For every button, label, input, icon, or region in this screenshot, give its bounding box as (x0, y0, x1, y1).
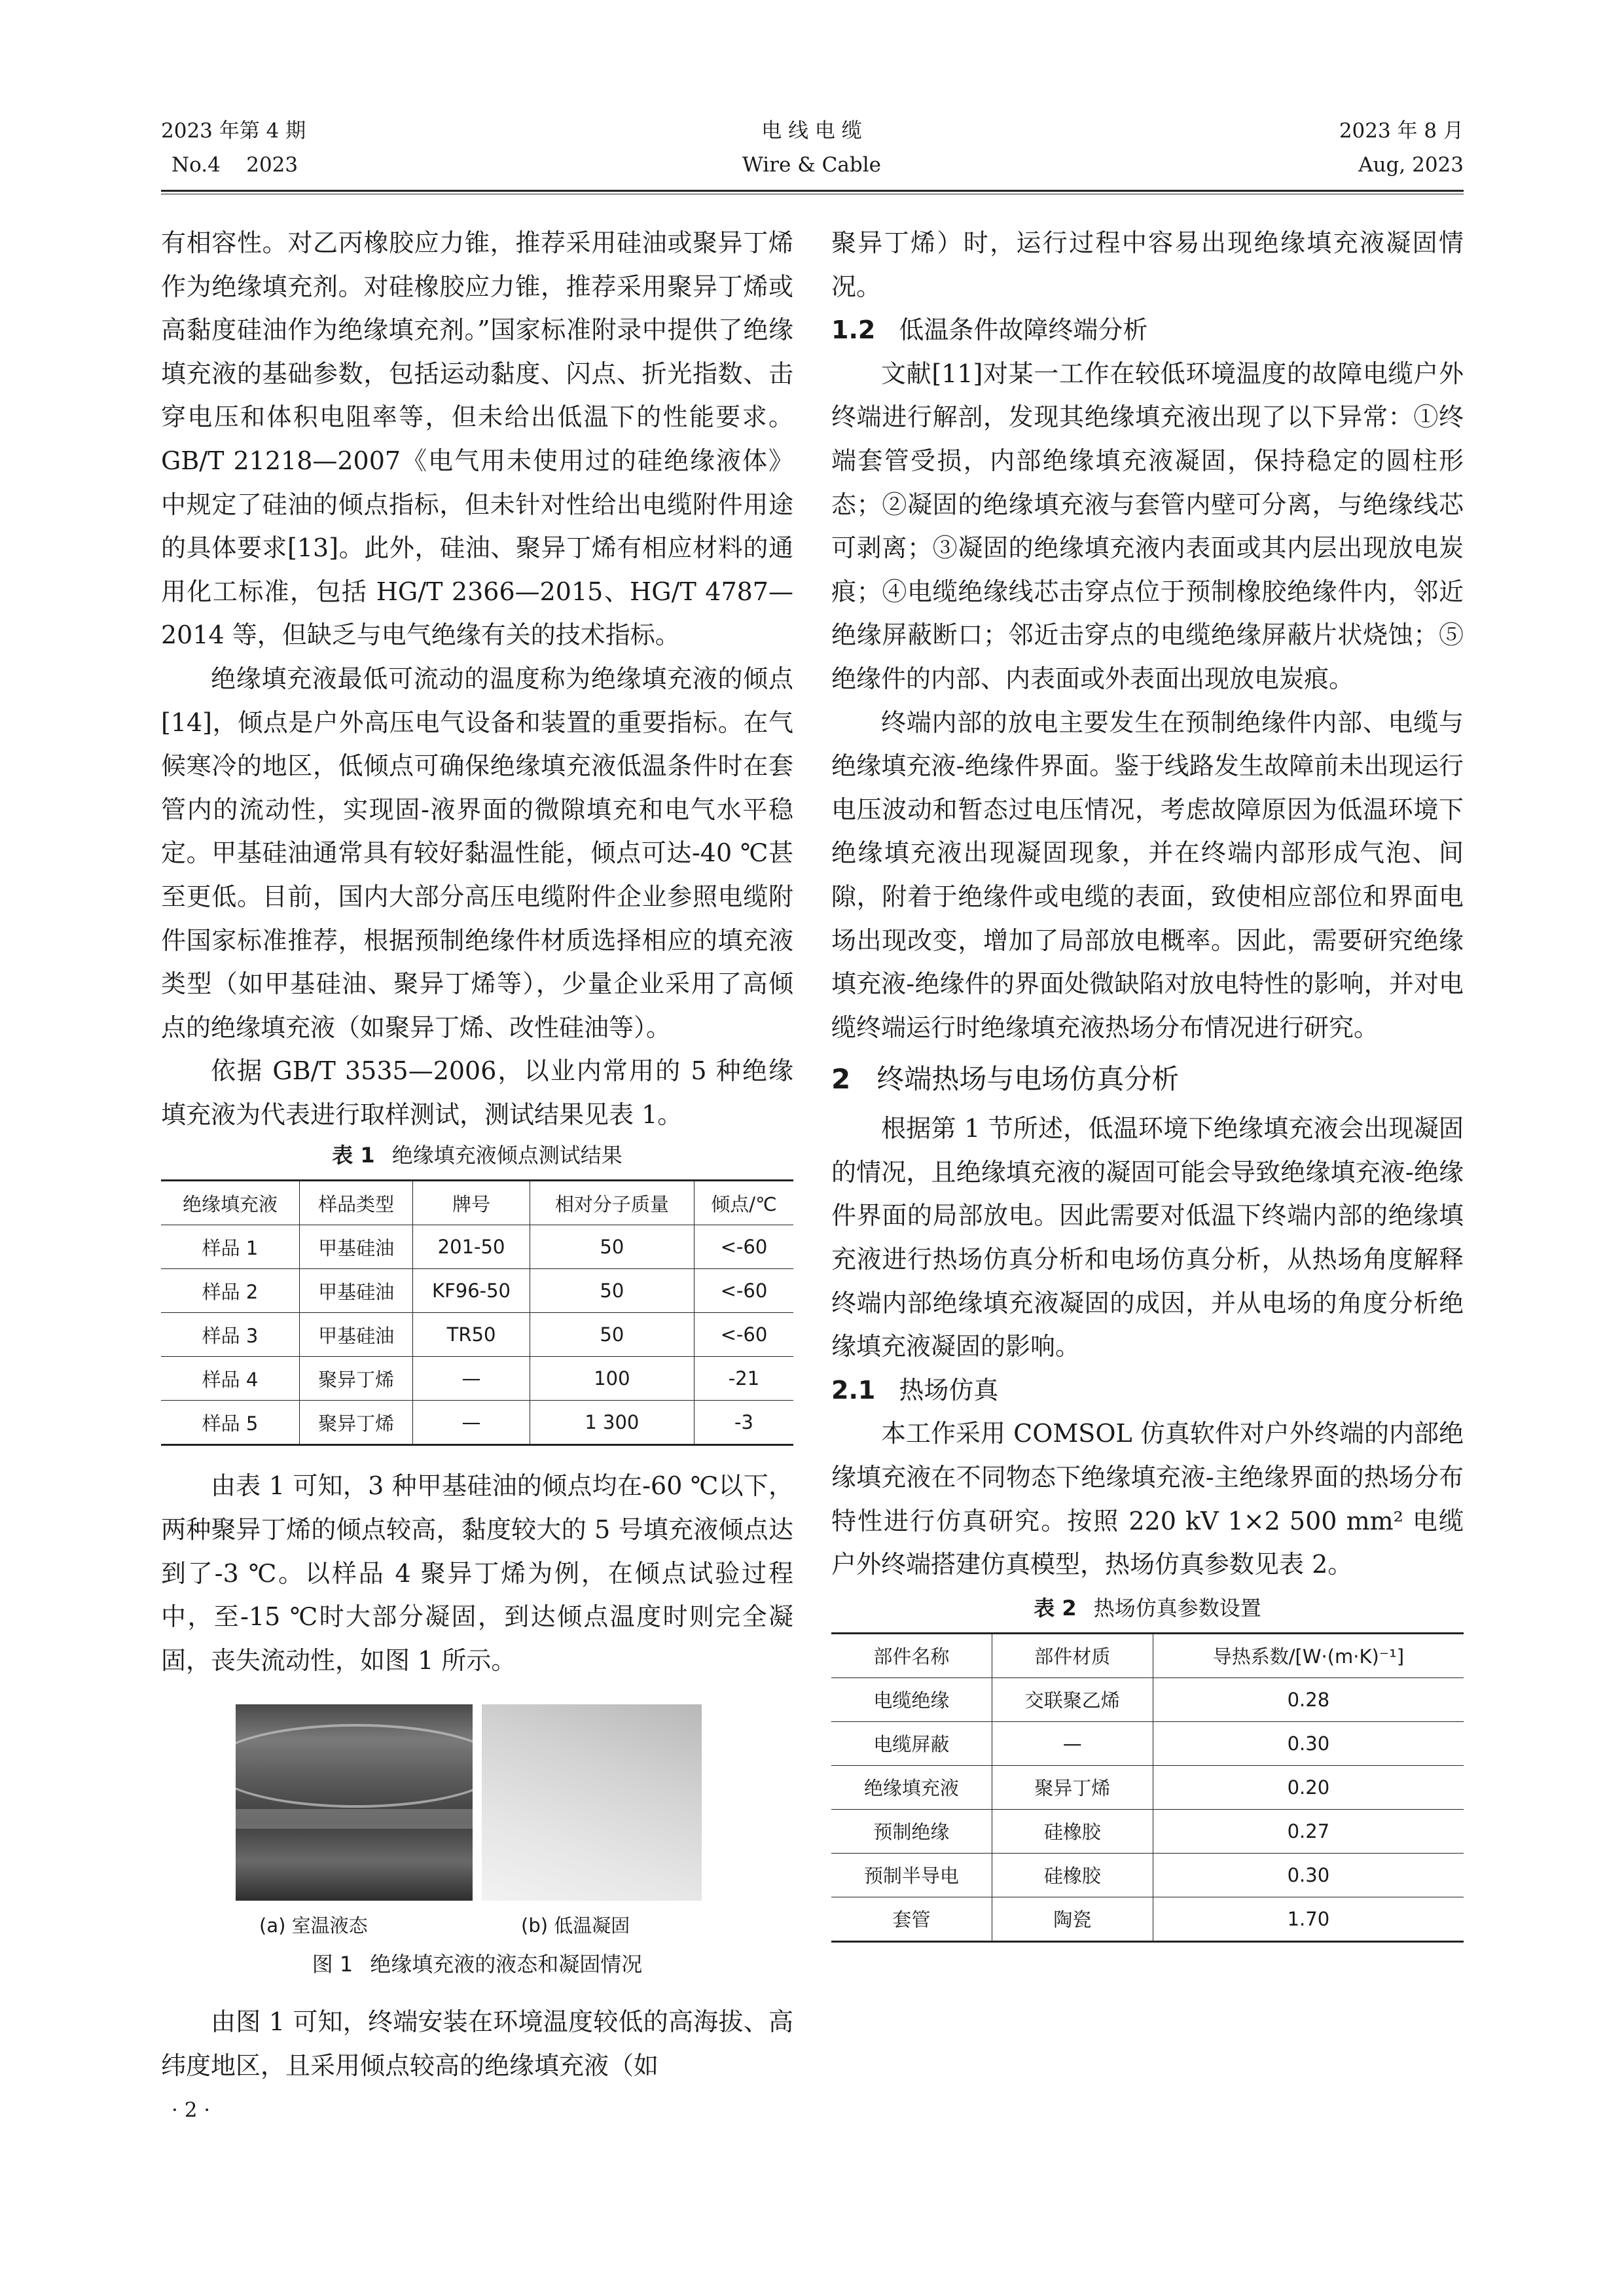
photo-liquid-room-temperature (236, 1704, 473, 1901)
table-header-cell: 倾点/℃ (694, 1181, 793, 1225)
table-cell: 201-50 (413, 1225, 530, 1269)
table-row (161, 1313, 793, 1357)
photo-solidified-low-temperature (482, 1704, 702, 1901)
table-cell: 预制半导电 (863, 1865, 959, 1888)
table-cell: TR50 (413, 1313, 530, 1357)
right-column (831, 221, 1464, 1943)
table-cell: 绝缘填充液 (863, 1777, 959, 1800)
table-cell: 50 (530, 1225, 694, 1269)
table-cell: 0.30 (1153, 1721, 1464, 1765)
header-rule (161, 190, 1464, 192)
liquid-surface-highlight (236, 1809, 473, 1829)
table-cell: 预制绝缘 (873, 1821, 950, 1844)
paragraph: 根据第 1 节所述，低温环境下绝缘填充液会出现凝固的情况，且绝缘填充液的凝固可能会导致绝缘填充液-绝缘件界面的局部放电。因此需要对低温下终端内部的绝缘填充液进行热场仿真分析和电场仿真分析，从热场角度解释终端内部绝缘填充液凝固的成因，并从电场的角度分析绝缘填充液凝固的影响。 (831, 1114, 1464, 1361)
section-title: 终端热场与电场仿真分析 (876, 1063, 1180, 1096)
header-issue-cn: 2023 年第 4 期 (161, 119, 306, 143)
table-row (161, 1225, 793, 1269)
figure-1b-label: (b) 低温凝固 (521, 1914, 630, 1937)
table-cell: 样品 5 (202, 1412, 259, 1435)
header-date-cn: 2023 年 8 月 (1339, 119, 1464, 143)
table-cell: <-60 (694, 1225, 793, 1269)
paragraph: 依据 GB/T 3535—2006，以业内常用的 5 种绝缘填充液为代表进行取样测试，测试结果见表 1。 (161, 1056, 793, 1129)
table-cell: 样品 3 (202, 1324, 259, 1347)
table-cell: KF96-50 (413, 1269, 530, 1313)
table-header-cell: 部件材质 (992, 1633, 1153, 1677)
table-cell: <-60 (694, 1313, 793, 1357)
table-row (831, 1897, 1464, 1941)
beaker-rim (236, 1724, 473, 1808)
paragraph: 本工作采用 COMSOL 仿真软件对户外终端的内部绝缘填充液在不同物态下绝缘填充液-主绝缘界面的热场分布特性进行仿真研究。按照 220 kV 1×2 500 mm² 电缆户外终端搭建仿真模型，热场仿真参数见表 2。 (831, 1419, 1464, 1579)
table-2-title: 热场仿真参数设置 (1093, 1595, 1261, 1621)
table-cell: 聚异丁烯 (300, 1401, 413, 1445)
table-cell: 100 (530, 1357, 694, 1401)
table-row (161, 1401, 793, 1445)
figure-1 (161, 1704, 793, 1946)
paragraph: 由图 1 可知，终端安装在环境温度较低的高海拔、高纬度地区，且采用倾点较高的绝缘填充液（如 (161, 2007, 793, 2081)
table-cell: — (413, 1357, 530, 1401)
table-cell: 甲基硅油 (300, 1269, 413, 1313)
table-cell: 电缆屏蔽 (873, 1733, 950, 1756)
paragraph: 由表 1 可知，3 种甲基硅油的倾点均在-60 ℃以下，两种聚异丁烯的倾点较高，黏度较大的 5 号填充液倾点达到了-3 ℃。以样品 4 聚异丁烯为例，在倾点试验过程中，至-15 ℃时大部分凝固，到达倾点温度时则完全凝固，丧失流动性，如图 1 所示。 (161, 1471, 793, 1675)
table-cell: 样品 4 (202, 1368, 259, 1391)
paragraph: 终端内部的放电主要发生在预制绝缘件内部、电缆与绝缘填充液-绝缘件界面。鉴于线路发生故障前未出现运行电压波动和暂态过电压情况，考虑故障原因为低温环境下绝缘填充液出现凝固现象，并在终端内部形成气泡、间隙，附着于绝缘件或电缆的表面，致使相应部位和界面电场出现改变，增加了局部放电概率。因此，需要研究绝缘填充液-绝缘件的界面处微缺陷对放电特性的影响，并对电缆终端运行时绝缘填充液热场分布情况进行研究。 (831, 708, 1464, 1042)
table-cell: 陶瓷 (992, 1897, 1153, 1941)
section-title: 热场仿真 (899, 1375, 999, 1405)
table-header-cell: 样品类型 (300, 1181, 413, 1225)
table-cell: 套管 (892, 1909, 931, 1931)
header-issue-en: No.4 2023 (171, 153, 298, 177)
header-journal-cn: 电 线 电 缆 (761, 119, 862, 143)
table-cell: 甲基硅油 (300, 1313, 413, 1357)
header-journal-en: Wire & Cable (742, 153, 881, 177)
table-cell: — (413, 1401, 530, 1445)
table-cell: 硅橡胶 (992, 1853, 1153, 1897)
section-number: 1.2 (831, 315, 876, 345)
figure-1-label: 图 1 (312, 1952, 353, 1977)
table-cell: 样品 1 (202, 1236, 259, 1259)
section-2-heading (831, 1052, 1464, 1107)
table-header-cell: 相对分子质量 (530, 1181, 694, 1225)
table-cell: 0.30 (1153, 1853, 1464, 1897)
table-cell: 1 300 (530, 1401, 694, 1445)
table-cell: 聚异丁烯 (300, 1357, 413, 1401)
page-number: · 2 · (171, 2098, 211, 2122)
figure-1-title: 绝缘填充液的液态和凝固情况 (370, 1952, 643, 1977)
table-cell: 0.27 (1153, 1809, 1464, 1853)
table-cell: — (992, 1721, 1153, 1765)
header-date-en: Aug, 2023 (1358, 153, 1464, 177)
table-cell: 50 (530, 1269, 694, 1313)
paragraph: 绝缘填充液最低可流动的温度称为绝缘填充液的倾点[14]，倾点是户外高压电气设备和装置的重要指标。在气候寒冷的地区，低倾点可确保绝缘填充液低温条件时在套管内的流动性，实现固-液界面的微隙填充和电气水平稳定。甲基硅油通常具有较好黏温性能，倾点可达-40 ℃甚至更低。目前，国内大部分高压电缆附件企业参照电缆附件国家标准推荐，根据预制绝缘件材质选择相应的填充液类型（如甲基硅油、聚异丁烯等），少量企业采用了高倾点的绝缘填充液（如聚异丁烯、改性硅油等）。 (161, 664, 793, 1042)
table-row (161, 1269, 793, 1313)
table-row (831, 1765, 1464, 1809)
table-cell: 硅橡胶 (992, 1809, 1153, 1853)
table-row (831, 1853, 1464, 1897)
table-header-cell: 部件名称 (873, 1645, 950, 1668)
section-2-1-heading (831, 1369, 1464, 1412)
table-cell: 电缆绝缘 (873, 1689, 950, 1712)
table-1-label: 表 1 (332, 1143, 375, 1168)
section-number: 2 (831, 1063, 851, 1096)
section-title: 低温条件故障终端分析 (899, 315, 1148, 345)
paragraph: 文献[11]对某一工作在较低环境温度的故障电缆户外终端进行解剖，发现其绝缘填充液出现了以下异常：①终端套管受损，内部绝缘填充液凝固，保持稳定的圆柱形态；②凝固的绝缘填充液与套管内壁可分离，与绝缘线芯可剥离；③凝固的绝缘填充液内表面或其内层出现放电炭痕；④电缆绝缘线芯击穿点位于预制橡胶绝缘件内，邻近绝缘屏蔽断口；邻近击穿点的电缆绝缘屏蔽片状烧蚀；⑤绝缘件的内部、内表面或外表面出现放电炭痕。 (831, 359, 1464, 693)
table-header-cell: 牌号 (413, 1181, 530, 1225)
table-header-cell: 导热系数/[W·(m·K)⁻¹] (1153, 1633, 1464, 1677)
table-cell: 聚异丁烯 (992, 1765, 1153, 1809)
paragraph: 有相容性。对乙丙橡胶应力锥，推荐采用硅油或聚异丁烯作为绝缘填充剂。对硅橡胶应力锥，推荐采用聚异丁烯或高黏度硅油作为绝缘填充剂。”国家标准附录中提供了绝缘填充液的基础参数，包括运动黏度、闪点、折光指数、击穿电压和体积电阻率等，但未给出低温下的性能要求。GB/T 21218—2007《电气用未使用过的硅绝缘液体》中规定了硅油的倾点指标，但未针对性给出电缆附件用途的具体要求[13]。此外，硅油、聚异丁烯有相应材料的通用化工标准，包括 HG/T 2366—2015、HG/T 4787—2014 等，但缺乏与电气绝缘有关的技术指标。 (161, 228, 793, 650)
table-row (831, 1721, 1464, 1765)
table-1 (161, 1179, 793, 1446)
table-cell: 甲基硅油 (300, 1225, 413, 1269)
table-row (831, 1809, 1464, 1853)
left-column (161, 221, 793, 2088)
table-2-label: 表 2 (1034, 1595, 1077, 1621)
table-cell: 50 (530, 1313, 694, 1357)
table-header-cell: 绝缘填充液 (183, 1193, 278, 1215)
table-row (161, 1357, 793, 1401)
paragraph: 聚异丁烯）时，运行过程中容易出现绝缘填充液凝固情况。 (831, 228, 1464, 301)
table-cell: -3 (694, 1401, 793, 1445)
table-cell: 0.28 (1153, 1677, 1464, 1721)
table-1-title: 绝缘填充液倾点测试结果 (391, 1143, 623, 1168)
table-cell: 样品 2 (202, 1280, 259, 1303)
table-2 (831, 1632, 1464, 1943)
section-number: 2.1 (831, 1375, 876, 1405)
figure-1a-label: (a) 室温液态 (259, 1914, 368, 1937)
table-cell: <-60 (694, 1269, 793, 1313)
table-1-caption (161, 1138, 793, 1173)
table-cell: 0.20 (1153, 1765, 1464, 1809)
table-2-caption (831, 1590, 1464, 1626)
table-cell: -21 (694, 1357, 793, 1401)
table-cell: 交联聚乙烯 (992, 1677, 1153, 1721)
table-row (831, 1677, 1464, 1721)
figure-1-caption (161, 1946, 793, 1982)
table-cell: 1.70 (1153, 1897, 1464, 1941)
section-1-2-heading (831, 308, 1464, 352)
